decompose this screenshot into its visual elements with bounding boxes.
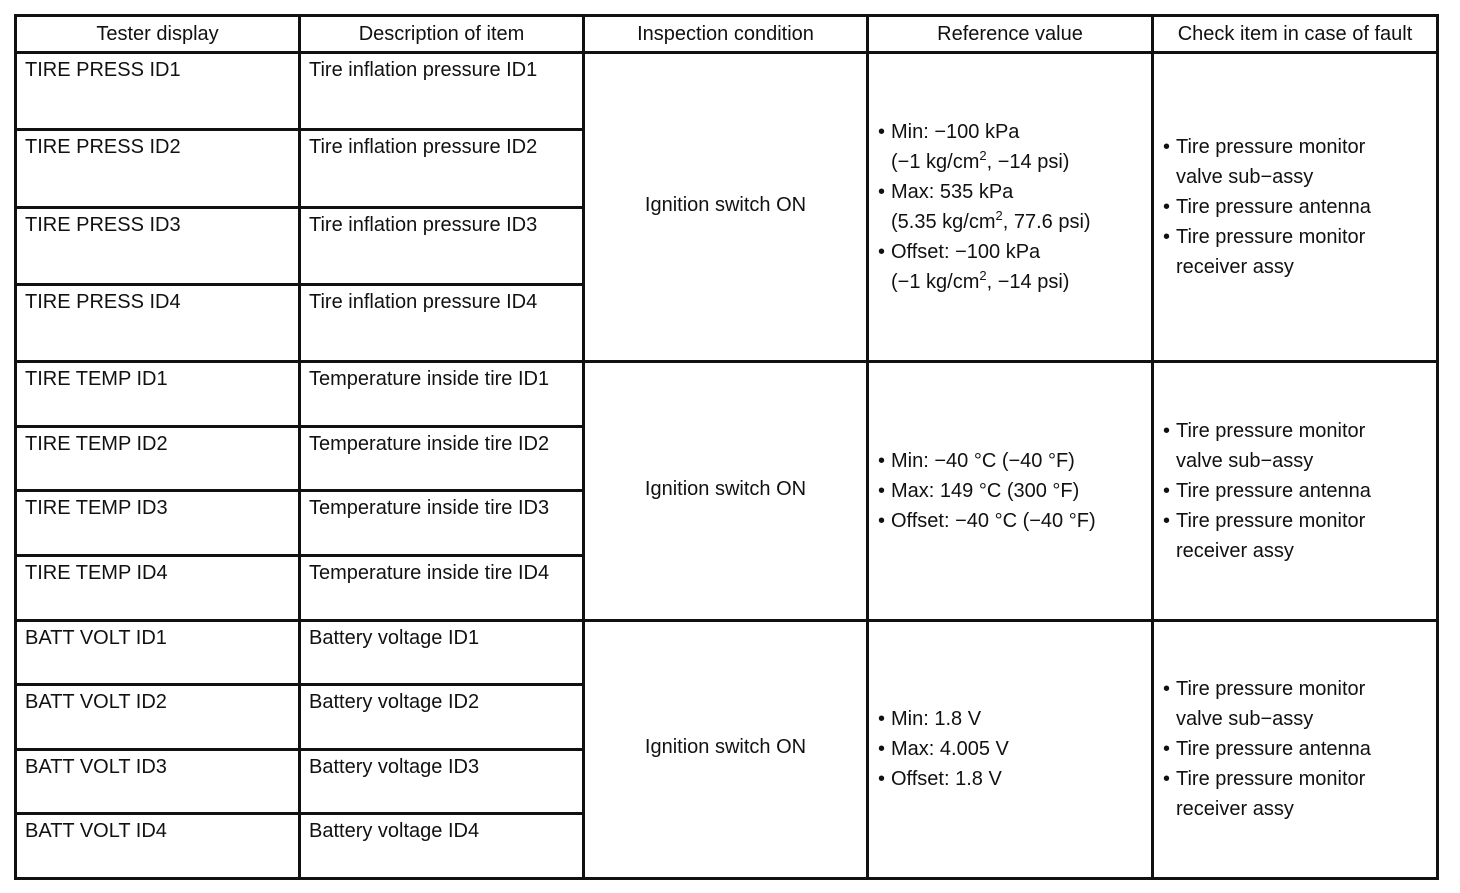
description-cell: Tire inflation pressure ID3	[300, 207, 584, 284]
tester-display-cell: TIRE TEMP ID2	[16, 426, 300, 491]
inspection-condition-cell: Ignition switch ON	[584, 362, 868, 620]
check-item-line: Tire pressure monitor	[1176, 226, 1366, 249]
conversion-text: (−1 kg/cm	[891, 271, 980, 294]
check-item-line: Tire pressure monitor	[1176, 419, 1366, 442]
header-row	[16, 16, 1438, 53]
tester-display-cell: TIRE TEMP ID4	[16, 555, 300, 620]
inspection-condition-cell: Ignition switch ON	[584, 620, 868, 879]
header-inspection-condition: Inspection condition	[584, 16, 868, 53]
description-cell: Battery voltage ID3	[300, 749, 584, 814]
superscript: 2	[979, 148, 987, 164]
description-cell: Battery voltage ID2	[300, 685, 584, 750]
superscript: 2	[995, 208, 1003, 224]
check-item	[1163, 476, 1436, 506]
check-item	[1163, 734, 1436, 764]
reference-value-main: Offset: −100 kPa	[891, 241, 1041, 264]
check-item	[1163, 506, 1436, 566]
reference-value-item: • Max: 4.005 V	[878, 734, 1151, 764]
header-description: Description of item	[300, 16, 584, 53]
conversion-text: , −14 psi)	[986, 151, 1070, 174]
reference-value-cell	[868, 53, 1153, 362]
check-item-line: receiver assy	[1176, 256, 1294, 279]
check-item-line: Tire pressure monitor	[1176, 678, 1366, 701]
check-item-line: Tire pressure monitor	[1176, 136, 1366, 159]
check-item	[1163, 416, 1436, 476]
reference-value-conversion	[891, 147, 1151, 177]
check-item	[1163, 132, 1436, 192]
conversion-text: (5.35 kg/cm	[891, 211, 996, 234]
reference-value-item: • Offset: 1.8 V	[878, 764, 1151, 794]
header-check-item: Check item in case of fault	[1153, 16, 1438, 53]
table-row	[16, 620, 1438, 685]
check-item	[1163, 764, 1436, 824]
description-cell: Tire inflation pressure ID4	[300, 284, 584, 361]
check-item	[1163, 674, 1436, 734]
reference-value-list	[878, 117, 1151, 297]
check-item-line: valve sub−assy	[1176, 708, 1314, 731]
check-item-line: valve sub−assy	[1176, 166, 1314, 189]
check-item-cell	[1153, 362, 1438, 620]
description-cell: Temperature inside tire ID2	[300, 426, 584, 491]
check-item-line: receiver assy	[1176, 539, 1294, 562]
reference-value-item: • Offset: −40 °C (−40 °F)	[878, 506, 1151, 536]
tester-display-cell: TIRE PRESS ID1	[16, 53, 300, 130]
tester-display-cell: BATT VOLT ID3	[16, 749, 300, 814]
check-item	[1163, 222, 1436, 282]
check-item	[1163, 192, 1436, 222]
description-cell: Battery voltage ID1	[300, 620, 584, 685]
reference-value-list	[878, 446, 1151, 536]
check-item-line: receiver assy	[1176, 798, 1294, 821]
header-reference-value: Reference value	[868, 16, 1153, 53]
description-cell: Temperature inside tire ID1	[300, 362, 584, 427]
tester-display-cell: TIRE TEMP ID3	[16, 491, 300, 556]
inspection-condition-cell: Ignition switch ON	[584, 53, 868, 362]
conversion-text: , 77.6 psi)	[1002, 211, 1091, 234]
reference-value-item	[878, 177, 1151, 237]
conversion-text: , −14 psi)	[986, 271, 1070, 294]
description-cell: Battery voltage ID4	[300, 814, 584, 879]
check-item-list	[1163, 674, 1436, 824]
conversion-text: (−1 kg/cm	[891, 151, 980, 174]
tester-display-cell: TIRE PRESS ID2	[16, 130, 300, 207]
description-cell: Tire inflation pressure ID2	[300, 130, 584, 207]
reference-value-conversion	[891, 267, 1151, 297]
superscript: 2	[979, 268, 987, 284]
tester-display-cell: TIRE PRESS ID3	[16, 207, 300, 284]
description-cell: Temperature inside tire ID4	[300, 555, 584, 620]
tester-display-cell: BATT VOLT ID2	[16, 685, 300, 750]
check-item-line: valve sub−assy	[1176, 449, 1314, 472]
description-cell: Tire inflation pressure ID1	[300, 53, 584, 130]
check-item-cell	[1153, 53, 1438, 362]
reference-value-item: • Max: 149 °C (300 °F)	[878, 476, 1151, 506]
check-item-line: Tire pressure antenna	[1176, 738, 1371, 761]
tester-display-cell: BATT VOLT ID1	[16, 620, 300, 685]
reference-value-cell	[868, 362, 1153, 620]
reference-value-main: Max: 535 kPa	[891, 181, 1014, 204]
check-item-line: Tire pressure antenna	[1176, 479, 1371, 502]
reference-value-main: Min: −100 kPa	[891, 121, 1020, 144]
header-tester-display: Tester display	[16, 16, 300, 53]
tester-display-cell: BATT VOLT ID4	[16, 814, 300, 879]
description-cell: Temperature inside tire ID3	[300, 491, 584, 556]
reference-value-item: • Min: −40 °C (−40 °F)	[878, 446, 1151, 476]
check-item-line: Tire pressure monitor	[1176, 768, 1366, 791]
table-row	[16, 53, 1438, 130]
reference-value-cell	[868, 620, 1153, 879]
check-item-line: Tire pressure monitor	[1176, 509, 1366, 532]
check-item-list	[1163, 416, 1436, 566]
tester-display-cell: TIRE PRESS ID4	[16, 284, 300, 361]
check-item-cell	[1153, 620, 1438, 879]
table-row	[16, 362, 1438, 427]
tester-display-cell: TIRE TEMP ID1	[16, 362, 300, 427]
reference-value-item	[878, 117, 1151, 177]
reference-value-item: • Min: 1.8 V	[878, 704, 1151, 734]
check-item-line: Tire pressure antenna	[1176, 196, 1371, 219]
reference-value-item	[878, 237, 1151, 297]
reference-value-list	[878, 704, 1151, 794]
data-list-table	[14, 14, 1439, 880]
check-item-list	[1163, 132, 1436, 282]
reference-value-conversion	[891, 207, 1151, 237]
